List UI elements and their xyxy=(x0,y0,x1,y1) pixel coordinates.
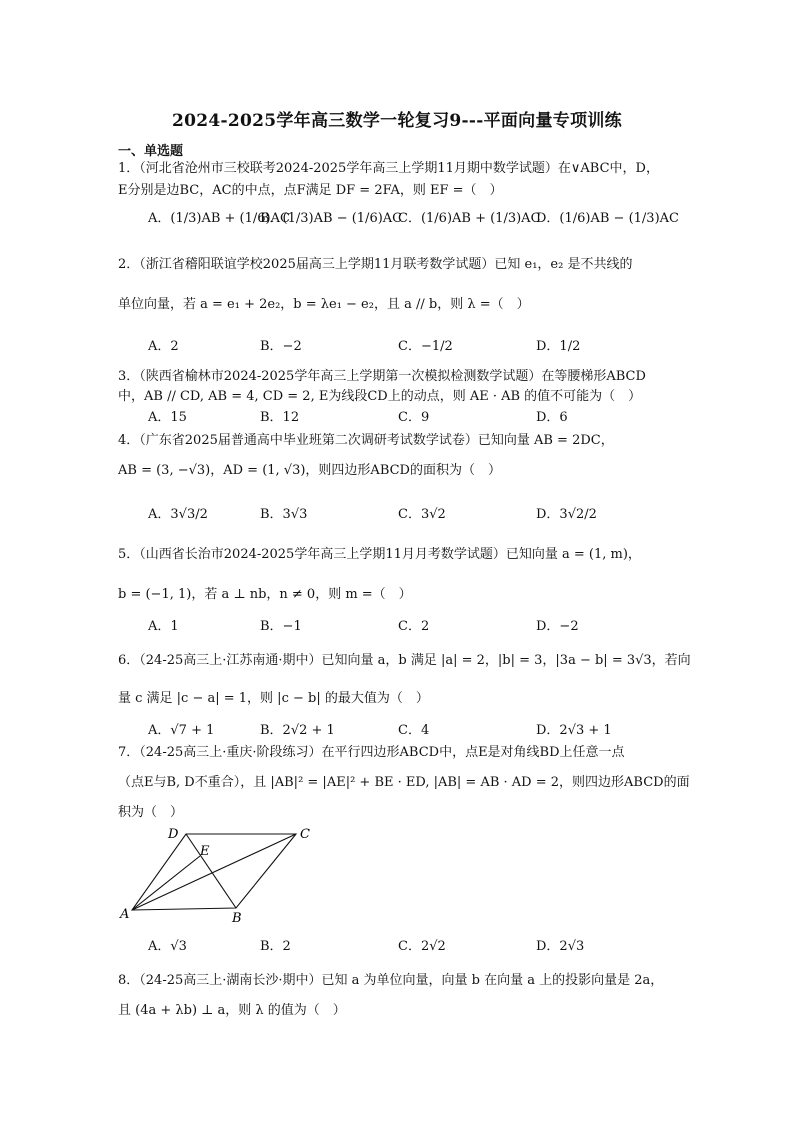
q6-option-a: A．√7 + 1 xyxy=(148,723,215,738)
q8-line2: 且 (4a + λb) ⊥ a，则 λ 的值为（ ） xyxy=(118,1003,346,1018)
q4-line1: 4．（广东省2025届普通高中毕业班第二次调研考试数学试卷）已知向量 AB = 2DC， xyxy=(118,433,614,448)
q2-option-b: B．−2 xyxy=(260,339,302,354)
q2-option-a: A．2 xyxy=(148,339,179,354)
q7-option-b: B．2 xyxy=(260,939,291,954)
q3-option-c: C．9 xyxy=(398,410,430,425)
q6-option-c: C．4 xyxy=(398,723,430,738)
q1-option-c: C．(1/6)AB + (1/3)AC xyxy=(398,211,541,226)
q1-line1: 1．（河北省沧州市三校联考2024-2025学年高三上学期11月期中数学试题）在∨ABC中，D， xyxy=(118,161,659,176)
q2-line1: 2．（浙江省稽阳联谊学校2025届高三上学期11月联考数学试题）已知 e₁，e₂ 是不共线的 xyxy=(118,257,633,272)
q2-line2: 单位向量，若 a = e₁ + 2e₂，b = λe₁ − e₂，且 a // b，则 λ =（ ） xyxy=(118,297,530,312)
diagonal-bd xyxy=(186,834,236,908)
label-e: E xyxy=(200,844,210,859)
parallelogram-figure xyxy=(118,822,318,922)
q1-option-a: A．(1/3)AB + (1/6)AC xyxy=(148,211,290,226)
q5-line2: b = (−1, 1)，若 a ⊥ nb，n ≠ 0，则 m =（ ） xyxy=(118,587,412,602)
label-b: B xyxy=(232,911,242,922)
diagonal-ac xyxy=(132,834,296,910)
section-heading: 一、单选题 xyxy=(118,144,184,159)
label-d: D xyxy=(168,827,179,842)
label-c: C xyxy=(300,827,310,842)
q7-line2: （点E与B, D不重合），且 |AB|² = |AE|² + BE · ED, |AB| = AB · AD = 2，则四边形ABCD的面 xyxy=(118,775,690,790)
q5-line1: 5．（山西省长治市2024-2025学年高三上学期11月月考数学试题）已知向量 a = (1, m)， xyxy=(118,547,641,562)
q3-option-a: A．15 xyxy=(148,410,187,425)
q1-line2: E分别是边BC，AC的中点，点F满足 DF = 2FA，则 EF =（ ） xyxy=(118,183,503,198)
q8-line1: 8．（24-25高三上·湖南长沙·期中）已知 a 为单位向量，向量 b 在向量 a 上的投影向量是 2a， xyxy=(118,973,664,988)
q6-line1: 6．（24-25高三上·江苏南通·期中）已知向量 a，b 满足 |a| = 2，|b| = 3，|3a − b| = 3√3，若向 xyxy=(118,653,691,668)
q4-option-a: A．3√3/2 xyxy=(148,507,208,522)
q4-line2: AB = (3, −√3)，AD = (1, √3)，则四边形ABCD的面积为（ ） xyxy=(118,463,501,478)
q1-option-d: D．(1/6)AB − (1/3)AC xyxy=(536,211,679,226)
q7-option-c: C．2√2 xyxy=(398,939,446,954)
q5-option-d: D．−2 xyxy=(536,619,579,634)
q3-option-b: B．12 xyxy=(260,410,300,425)
q6-option-b: B．2√2 + 1 xyxy=(260,723,335,738)
q7-line3: 积为（ ） xyxy=(118,805,184,820)
q5-option-a: A．1 xyxy=(148,619,179,634)
label-a: A xyxy=(120,907,130,922)
q3-option-d: D．6 xyxy=(536,410,568,425)
q5-option-b: B．−1 xyxy=(260,619,302,634)
q3-line1: 3．（陕西省榆林市2024-2025学年高三上学期第一次模拟检测数学试题）在等腰梯形ABCD xyxy=(118,369,646,384)
q2-option-c: C．−1/2 xyxy=(398,339,453,354)
q6-line2: 量 c 满足 |c − a| = 1，则 |c − b| 的最大值为（ ） xyxy=(118,691,429,706)
q4-option-b: B．3√3 xyxy=(260,507,308,522)
q2-option-d: D．1/2 xyxy=(536,339,581,354)
q4-option-d: D．3√2/2 xyxy=(536,507,597,522)
q6-option-d: D．2√3 + 1 xyxy=(536,723,612,738)
q7-option-a: A．√3 xyxy=(148,939,187,954)
q4-option-c: C．3√2 xyxy=(398,507,446,522)
q7-option-d: D．2√3 xyxy=(536,939,585,954)
q1-option-b: B．(1/3)AB − (1/6)AC xyxy=(260,211,403,226)
q3-line2: 中，AB // CD, AB = 4, CD = 2, E为线段CD上的动点，则 AE · AB 的值不可能为（ ） xyxy=(118,389,642,404)
q5-option-c: C．2 xyxy=(398,619,430,634)
page-title: 2024-2025学年高三数学一轮复习9---平面向量专项训练 xyxy=(172,111,622,131)
q7-line1: 7．（24-25高三上·重庆·阶段练习）在平行四边形ABCD中，点E是对角线BD上任意一点 xyxy=(118,745,625,760)
